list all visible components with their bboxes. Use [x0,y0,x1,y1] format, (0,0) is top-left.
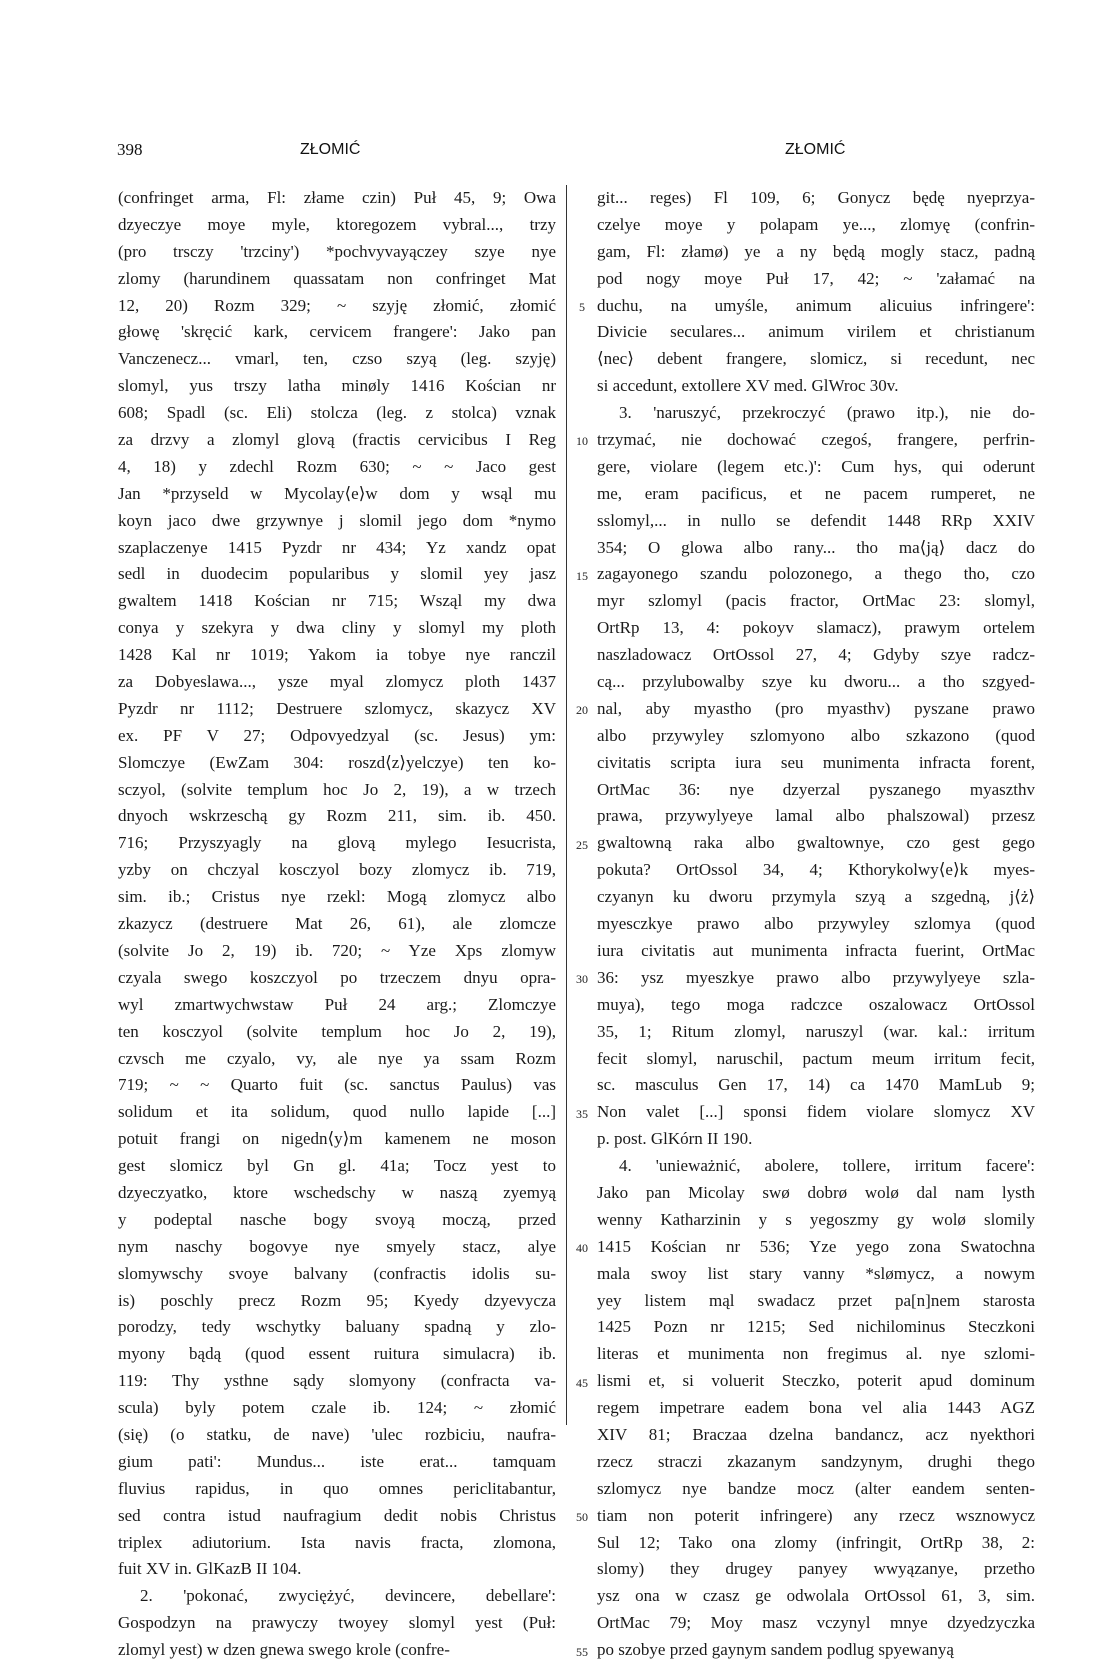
text-line: slomywschy svoye balvany (confractis idolis su- [118,1263,556,1283]
text-line: iura civitatis aut munimenta infracta fuerint, OrtMac [597,940,1035,960]
text-line: myony bądą (quod essent ruitura simulacra) ib. [118,1344,556,1364]
text-line: 354; O glowa albo rany... tho ma⟨ją⟩ dacz do [597,537,1035,557]
line-number: 35 [576,1106,588,1121]
text-line: p. post. GlKórn II 190. [597,1129,753,1149]
text-line: regem impetrare eadem bona vel alia 1443 AGZ [597,1398,1035,1418]
text-line: myr szlomyl (pacis fractor, OrtMac 23: slomyl, [597,591,1035,611]
text-line: wyl zmartwychwstaw Puł 24 arg.; Zlomczye [118,994,556,1014]
text-line: gwaltem 1418 Kościan nr 715; Wsząl my dwa [118,591,556,611]
text-line: potuit frangi on nigedn⟨y⟩m kamenem ne moson [118,1129,556,1149]
text-line: si accedunt, extollere XV med. GlWroc 30v. [597,376,899,396]
text-line: 4. 'unieważnić, abolere, tollere, irritum facere': [619,1156,1035,1176]
text-line: 608; Spadl (sc. Eli) stolcza (leg. z stolca) vznak [118,403,556,423]
text-line: czyanyn ku dworu przymyla szyą a szgedną, j⟨ż⟩ [597,887,1035,907]
text-line: civitatis scripta iura seu munimenta infracta forent, [597,752,1035,772]
text-line: (pro trsczy 'trzciny') *pochvyvayączey szye nye [118,241,556,261]
text-line: (solvite Jo 2, 19) ib. 720; ~ Yze Xps zlomyw [118,940,556,960]
text-line: po szobye przed gaynym sandem podlug spyewanyą [597,1640,954,1660]
text-line: dnyoch wskrzeschą gy Rozm 211, sim. ib. 450. [118,806,556,826]
text-line: naszladowacz OrtOssol 27, 4; Gdyby szye radcz- [597,645,1035,665]
text-line: 119: Thy ysthne sądy slomyony (confracta va- [118,1371,556,1391]
text-line: głowę 'skręcić kark, cervicem frangere': Jako pan [118,322,556,342]
text-line: ex. PF V 27; Odpovyedzyal (sc. Jesus) ym: [118,725,556,745]
text-line: 36: ysz myeszkye prawo albo przywylyeye szla- [597,967,1035,987]
text-line: Jan *przyseld w Mycolay⟨e⟩w dom y wsąl mu [118,483,556,503]
text-line: Sul 12; Tako ona zlomy (infringit, OrtRp 38, 2: [597,1532,1035,1552]
text-line: 716; Przyszyagly na glovą mylego Iesucrista, [118,833,556,853]
line-number: 5 [579,299,585,314]
line-number: 40 [576,1241,588,1256]
text-line: koyn jaco dwe grzywnye j slomil jego dom *nymo [118,510,556,530]
text-line: fluvius rapidus, in quo omnes periclitabantur, [118,1478,556,1498]
page-number: 398 [117,140,143,159]
line-number: 45 [576,1375,588,1390]
line-number: 20 [576,703,588,718]
text-line: zlomyl yest) w dzen gnewa swego krole (confre- [118,1640,450,1660]
text-line: muya), tego moga radczce oszalowacz OrtOssol [597,994,1035,1014]
text-line: triplex adiutorium. Ista navis fracta, zlomona, [118,1532,556,1552]
text-line: czyala swego koszczyol po trzeczem dnyu opra- [118,967,556,987]
text-line: XIV 81; Braczaa dzelna bandancz, acz nyekthori [597,1424,1035,1444]
text-line: nal, aby myastho (pro myasthv) pyszane prawo [597,698,1035,718]
text-line: szaplaczenye 1415 Pyzdr nr 434; Yz xandz opat [118,537,556,557]
line-number: 55 [576,1644,588,1659]
text-line: za Dobyeslawa..., ysze myal zlomycz ploth 1437 [118,672,556,692]
text-line: Jako pan Micolay swø dobrø wolø dal nam lysth [597,1182,1035,1202]
text-line: ten kosczyol (solvite templum hoc Jo 2, 19), [118,1021,556,1041]
text-line: 4, 18) y zdechl Rozm 630; ~ ~ Jaco gest [118,456,556,476]
text-line: gest slomicz byl Gn gl. 41a; Tocz yest to [118,1156,556,1176]
text-line: czvsch me czyalo, vy, ale nye ya ssam Rozm [118,1048,556,1068]
right-column [597,185,1035,1664]
text-line: zlomy (harundinem quassatam non confringet Mat [118,268,556,288]
text-line: trzymać, nie dochować czegoś, frangere, perfrin- [597,430,1035,450]
text-line: za drzvy a zlomyl glovą (fractis cervicibus I Reg [118,430,556,450]
line-number: 15 [576,568,588,583]
text-line: duchu, na umyśle, animum alicuius infringere': [597,295,1035,315]
text-line: pod nogy moye Puł 17, 42; ~ 'załamać na [597,268,1035,288]
text-line: OrtMac 36: nye dzyerzal pyszanego myaszthv [597,779,1035,799]
text-line: gium pati': Mundus... iste erat... tamquam [118,1451,556,1471]
text-line: ⟨nec⟩ debent frangere, slomicz, si recedunt, nec [597,349,1035,369]
text-line: fuit XV in. GlKazB II 104. [118,1559,302,1579]
text-line: (confringet arma, Fl: złame czin) Puł 45, 9; Owa [118,188,556,207]
line-number: 30 [576,972,588,987]
text-line: Gospodzyn na prawyczy twoyey slomyl yest (Puł: [118,1613,556,1633]
text-line: yzby on chczyal kosczyol bozy zlomycz ib. 719, [118,860,556,880]
text-line: 1415 Kościan nr 536; Yze yego zona Swatochna [597,1236,1035,1256]
text-line: szlomycz nye bandze mocz (alter eandem senten- [597,1478,1035,1498]
column-divider [566,185,567,1425]
text-line: OrtRp 13, 4: pokoyv slamacz), prawym ortelem [597,618,1035,638]
text-line: Vanczenecz... vmarl, ten, czso szyą (leg. szyję) [118,349,556,369]
text-line: rzecz straczi zkazanym sandzynym, drughi thego [597,1451,1035,1471]
text-line: me, eram pacificus, et ne pacem rumperet, ne [597,483,1035,503]
text-line: sim. ib.; Cristus nye rzekl: Mogą zlomycz albo [118,887,556,907]
text-line: is) poschly precz Rozm 95; Kyedy dzyevycza [118,1290,556,1310]
text-line: Divicie seculares... animum virilem et christianum [597,322,1035,342]
text-line: slomyl, yus trszy latha minøly 1416 Kościan nr [118,376,556,396]
text-line: gere, violare (legem etc.)': Cum hys, qui oderunt [597,456,1035,476]
text-line: zagayonego szandu polozonego, a thego tho, czo [597,564,1035,584]
text-line: fecit slomyl, naruschil, pactum meum irritum fecit, [597,1048,1035,1068]
text-line: Slomczye (EwZam 304: roszd⟨z⟩yelczye) ten ko- [118,752,556,772]
line-number: 10 [576,434,588,449]
text-line: literas et munimenta non fregimus al. nye szlomi- [597,1344,1035,1364]
line-number: 50 [576,1510,588,1525]
text-line: conya y szekyra y dwa cliny y slomyl my ploth [118,618,556,638]
text-line: pokuta? OrtOssol 34, 4; Kthorykolwy⟨e⟩k myes- [597,860,1035,880]
text-line: albo przywyley szlomyono albo szkazono (quod [597,725,1035,745]
text-line: Pyzdr nr 1112; Destruere szlomycz, skazycz XV [118,698,556,718]
text-line: y podeptal nasche bogy svoyą moczą, przed [118,1209,556,1229]
text-line: solidum et ita solidum, quod nullo lapide [...] [118,1102,556,1122]
text-line: 1425 Pozn nr 1215; Sed nichilominus Steczkoni [597,1317,1035,1337]
text-line: sc. masculus Gen 17, 14) ca 1470 MamLub 9; [597,1075,1035,1095]
text-line: sed contra istud naufragium dedit nobis Christus [118,1505,556,1525]
text-line: 35, 1; Ritum zlomyl, naruszyl (war. kal.: irritum [597,1021,1035,1041]
text-line: prawa, przywylyeye lamal albo phalszowal) przesz [597,806,1035,826]
text-line: Non valet [...] sponsi fidem violare slomycz XV [597,1102,1035,1122]
text-line: gwaltowną raka albo gwaltownye, czo gest gego [597,833,1035,853]
text-line: dzyeczye moye myle, ktoregozem vybral..., trzy [118,214,556,234]
text-line: 1428 Kal nr 1019; Yakom ia tobye nye ranczil [118,645,556,665]
running-head-left: ZŁOMIĆ [300,141,361,158]
text-line: tiam non poterit infringere) any rzecz wsznowycz [597,1505,1035,1525]
text-line: ysz ona w czasz ge odwolala OrtOssol 61, 3, sim. [597,1586,1035,1606]
text-line: sslomyl,... in nullo se defendit 1448 RRp XXIV [597,510,1035,530]
line-number: 25 [576,837,588,852]
text-line: yey listem mąl swadacz przet pa[n]nem starosta [597,1290,1035,1310]
text-line: myesczkye prawo albo przywyley szlomya (quod [597,914,1035,934]
text-line: czelye moye y polapam ye..., zlomyę (confrin- [597,214,1035,234]
text-line: 3. 'naruszyć, przekroczyć (prawo itp.), nie do- [619,403,1035,423]
text-line: git... reges) Fl 109, 6; Gonycz będę nyeprzya- [597,188,1035,207]
text-line: wenny Katharzinin y s yegoszmy gy wolø slomily [597,1209,1035,1229]
text-line: porodzy, tedy wschytky baluany spadną y zlo- [118,1317,556,1337]
text-line: (się) (o statku, de nave) 'ulec rozbiciu, naufra- [118,1424,556,1444]
text-line: dzyeczyatko, ktore wschedschy w naszą zyemyą [118,1182,556,1202]
text-line: gam, Fl: złamø) ye a ny będą mogly stacz, padną [597,241,1035,261]
text-line: lismi et, si voluerit Steczko, poterit apud dominum [597,1371,1035,1391]
text-line: cą... przylubowalby szye ku dworu... a tho szgyed- [597,672,1035,692]
text-line: 12, 20) Rozm 329; ~ szyję złomić, złomić [118,295,556,315]
text-line: OrtMac 79; Moy masz vczynyl mnye dzyedzyczka [597,1613,1035,1633]
running-head-right: ZŁOMIĆ [785,141,846,158]
text-line: 2. 'pokonać, zwyciężyć, devincere, debellare': [140,1586,556,1606]
text-line: sedl in duodecim popularibus y slomil yey jasz [118,564,556,584]
text-line: sczyol, (solvite templum hoc Jo 2, 19), a w trzech [118,779,556,799]
text-line: 719; ~ ~ Quarto fuit (sc. sanctus Paulus) vas [118,1075,556,1095]
text-line: mala swoy list stary vanny *slømycz, a nowym [597,1263,1035,1283]
text-line: nym naschy bogovye nye smyely stacz, alye [118,1236,556,1256]
text-line: slomy) they drugey panyey wwyązanye, przetho [597,1559,1035,1579]
text-line: scula) byly potem czale ib. 124; ~ złomić [118,1398,556,1418]
left-column [118,185,556,1664]
text-line: zkazycz (destruere Mat 26, 61), ale zlomcze [118,914,556,934]
